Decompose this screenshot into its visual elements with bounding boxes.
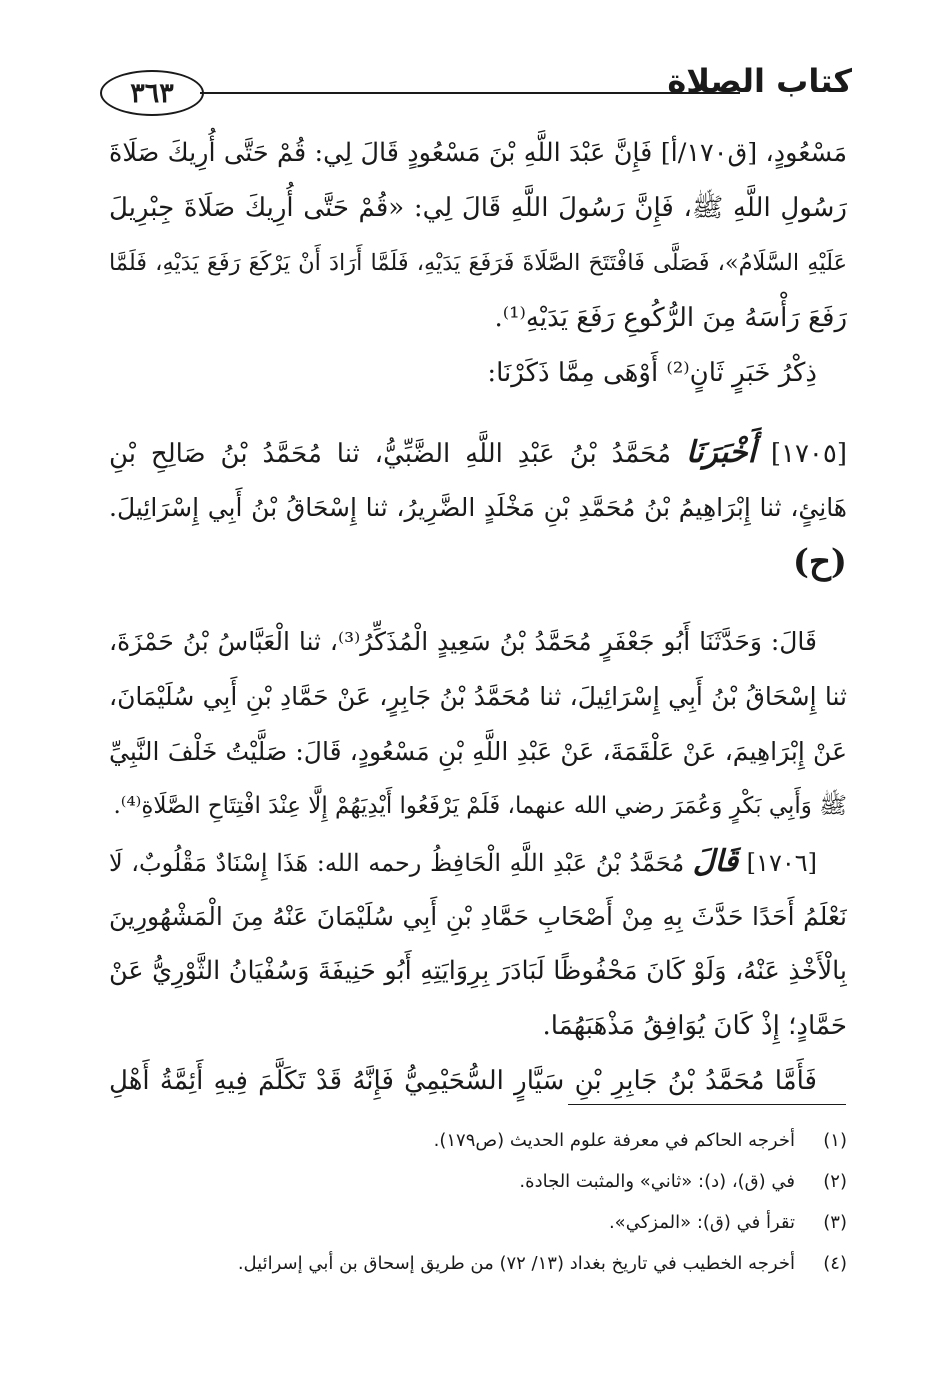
tahwil-mark: (ح) xyxy=(792,542,847,582)
hadith-1705-line xyxy=(109,425,847,480)
tahwil-line xyxy=(109,535,847,590)
text-line: بِالْأَخْذِ عَنْهُ، وَلَوْ كَانَ مَحْفُوظًا لَبَادَرَ بِرِوَايَتِهِ أَبُو حَنِيفَةَ وَسُفْيَانُ الثَّوْرِيُّ عَنْ xyxy=(109,956,847,986)
hadith-number: [١٧٠٦] xyxy=(746,849,817,877)
main-text xyxy=(109,126,847,1109)
footnote-number: (٢) xyxy=(823,1171,847,1192)
footnote-number: (١) xyxy=(823,1130,847,1151)
footnote xyxy=(109,1120,847,1161)
text-line: رَفَعَ رَأْسَهُ مِنَ الرُّكُوعِ رَفَعَ يَدَيْهِ⁽¹⁾. xyxy=(494,303,847,333)
footnote xyxy=(109,1202,847,1243)
footnote xyxy=(109,1161,847,1202)
page-header xyxy=(100,62,852,120)
text-line: رَسُولِ اللَّهِ ﷺ، فَإِنَّ رَسُولَ اللَّهِ قَالَ لِي: «قُمْ حَتَّى أُرِيكَ صَلَاةَ جِبْرِيلَ xyxy=(109,193,847,223)
text-line: نَعْلَمُ أَحَدًا حَدَّثَ بِهِ مِنْ أَصْحَابِ حَمَّادِ بْنِ أَبِي سُلَيْمَانَ عَنْهُ مِنَ الْمَشْهُورِينَ xyxy=(109,902,847,931)
header-rule xyxy=(200,92,740,94)
text-line: عَنْ إِبْرَاهِيمَ، عَنْ عَلْقَمَةَ، عَنْ عَبْدِ اللَّهِ بْنِ مَسْعُودٍ، قَالَ: صَلَّيْتُ خَلْفَ النَّبِيِّ xyxy=(109,737,847,766)
text-line: مَسْعُودٍ، [ق١٧٠/أ] فَإِنَّ عَبْدَ اللَّهِ بْنَ مَسْعُودٍ قَالَ لِي: قُمْ حَتَّى أُرِيكَ صَلَاةَ xyxy=(109,138,847,168)
footnote-text: أخرجه الخطيب في تاريخ بغداد (١٣/ ٧٢) من طريق إسحاق بن أبي إسرائيل. xyxy=(237,1253,795,1274)
text-line: فَأَمَّا مُحَمَّدُ بْنُ جَابِرِ بْنِ سَيَّارٍ السُّحَيْمِيُّ فَإِنَّهُ قَدْ تَكَلَّمَ فِيهِ أَئِمَّةُ أَهْلِ xyxy=(109,1066,817,1096)
footnote-text: أخرجه الحاكم في معرفة علوم الحديث (ص١٧٩). xyxy=(433,1130,795,1151)
text-line: حَمَّادٍ؛ إِذْ كَانَ يُوَافِقُ مَذْهَبَهُمَا. xyxy=(542,1011,847,1041)
footnote xyxy=(109,1243,847,1284)
text-line: هَانِئٍ، ثنا إِبْرَاهِيمُ بْنُ مُحَمَّدِ بْنِ مَخْلَدٍ الضَّرِيرُ، ثنا إِسْحَاقُ بْنُ أَبِي إِسْرَائِيلَ. xyxy=(109,493,847,522)
hadith-1706-line xyxy=(109,834,847,889)
hadith-keyword: قَالَ xyxy=(692,844,739,879)
footnotes xyxy=(109,1120,847,1284)
section-heading: ذِكْرُ خَبَرٍ ثَانٍ⁽²⁾ أَوْهَى مِمَّا ذَكَرْنَا: xyxy=(487,358,817,388)
page-number: ٣٦٣ xyxy=(130,77,174,109)
text-line: قَالَ: وَحَدَّثَنَا أَبُو جَعْفَرٍ مُحَمَّدُ بْنُ سَعِيدٍ الْمُذَكِّرُ⁽³⁾، ثنا الْعَبَّاسُ بْنُ حَمْزَةَ، xyxy=(109,627,817,656)
text-line: ثنا إِسْحَاقُ بْنُ أَبِي إِسْرَائِيلَ، ثنا مُحَمَّدُ بْنُ جَابِرٍ، عَنْ حَمَّادِ بْنِ أَبِي سُلَيْمَانَ، xyxy=(109,682,847,711)
footnote-number: (٤) xyxy=(823,1253,847,1274)
hadith-number: [١٧٠٥] xyxy=(770,439,847,469)
chapter-title: كتاب الصلاة xyxy=(667,62,852,100)
text-line: ﷺ وَأَبِي بَكْرٍ وَعُمَرَ رضي الله عنهما، فَلَمْ يَرْفَعُوا أَيْدِيَهُمْ إِلَّا عِنْدَ افْتِتَاحِ الصَّلَاةِ⁽⁴⁾. xyxy=(113,793,847,819)
text-line: عَلَيْهِ السَّلَامُ»، فَصَلَّى فَافْتَتَحَ الصَّلَاةَ فَرَفَعَ يَدَيْهِ، فَلَمَّا أَرَادَ أَنْ يَرْكَعَ رَفَعَ يَدَيْهِ، فَلَمَّا xyxy=(109,250,847,276)
hadith-text: مُحَمَّدُ بْنُ عَبْدِ اللَّهِ الْحَافِظُ رحمه الله: هَذَا إِسْنَادٌ مَقْلُوبٌ، لَا xyxy=(109,849,685,877)
hadith-text: مُحَمَّدُ بْنُ عَبْدِ اللَّهِ الضَّبِّيُّ، ثنا مُحَمَّدُ بْنُ صَالِحِ بْنِ xyxy=(109,439,672,469)
footnote-text: في (ق)، (د): «ثاني» والمثبت الجادة. xyxy=(519,1171,795,1192)
page-number-oval xyxy=(100,70,204,116)
footnote-rule xyxy=(568,1104,846,1105)
footnote-text: تقرأ في (ق): «المزكي». xyxy=(608,1212,795,1233)
hadith-keyword: أَخْبَرَنَا xyxy=(685,435,756,470)
footnote-number: (٣) xyxy=(823,1212,847,1233)
